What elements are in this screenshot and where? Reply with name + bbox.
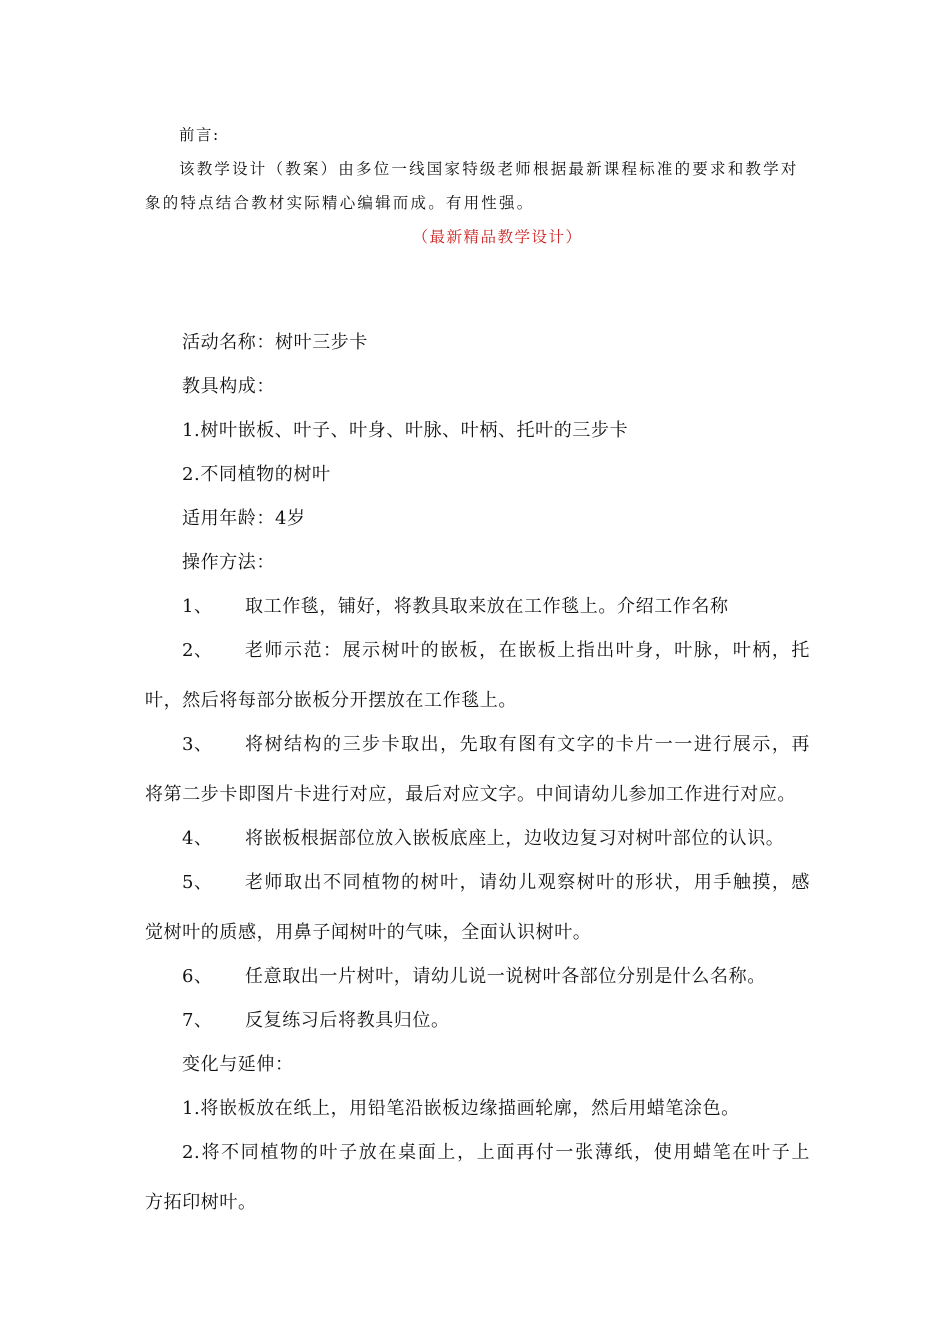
method-heading: 操作方法： — [182, 552, 275, 573]
step-text: 将嵌板根据部位放入嵌板底座上，边收边复习对树叶部位的认识。 — [245, 828, 785, 849]
step-item — [145, 861, 810, 911]
step-text: 将树结构的三步卡取出，先取有图有文字的卡片一一进行展示，再 — [245, 734, 810, 755]
step-text: 任意取出一片树叶，请幼儿说一说树叶各部位分别是什么名称。 — [245, 966, 766, 987]
step-number: 4、 — [182, 828, 213, 849]
step-number: 3、 — [182, 734, 213, 755]
step-text: 老师示范：展示树叶的嵌板，在嵌板上指出叶身，叶脉，叶柄，托 — [245, 640, 810, 661]
step-item — [145, 585, 810, 629]
step-text: 取工作毯，铺好，将教具取来放在工作毯上。介绍工作名称 — [245, 596, 729, 617]
preface-highlight: （最新精品教学设计） — [412, 228, 583, 246]
age-line: 适用年龄：4岁 — [182, 508, 306, 529]
step-number: 5、 — [182, 872, 213, 893]
materials-heading: 教具构成： — [182, 376, 275, 397]
preface-block — [145, 118, 810, 254]
preface-body: 该教学设计（教案）由多位一线国家特级老师根据最新课程标准的要求和教学对象的特点结合教材实际精心编辑而成。有用性强。 — [145, 160, 799, 212]
step-item — [145, 999, 810, 1043]
extension-heading: 变化与延伸： — [182, 1054, 294, 1075]
step-number: 6、 — [182, 966, 213, 987]
activity-name: 活动名称：树叶三步卡 — [182, 332, 368, 353]
material-item: 2.不同植物的树叶 — [182, 464, 331, 485]
step-text-continued: 觉树叶的质感，用鼻子闻树叶的气味，全面认识树叶。 — [145, 922, 592, 943]
step-text-continued: 将第二步卡即图片卡进行对应，最后对应文字。中间请幼儿参加工作进行对应。 — [145, 784, 796, 805]
extension-item-continued: 方拓印树叶。 — [145, 1192, 257, 1213]
step-item — [145, 955, 810, 999]
step-item — [145, 629, 810, 679]
step-text: 反复练习后将教具归位。 — [245, 1010, 450, 1031]
step-text: 老师取出不同植物的树叶，请幼儿观察树叶的形状，用手触摸，感 — [245, 872, 810, 893]
extension-item: 2.将不同植物的叶子放在桌面上，上面再付一张薄纸，使用蜡笔在叶子上 — [182, 1142, 810, 1163]
step-item — [145, 817, 810, 861]
lesson-content — [145, 321, 810, 1225]
material-item: 1.树叶嵌板、叶子、叶身、叶脉、叶柄、托叶的三步卡 — [182, 420, 629, 441]
step-number: 7、 — [182, 1010, 213, 1031]
extension-item: 1.将嵌板放在纸上，用铅笔沿嵌板边缘描画轮廓，然后用蜡笔涂色。 — [182, 1098, 740, 1119]
step-number: 2、 — [182, 640, 213, 661]
step-text-continued: 叶，然后将每部分嵌板分开摆放在工作毯上。 — [145, 690, 517, 711]
step-item — [145, 723, 810, 773]
step-number: 1、 — [182, 596, 213, 617]
preface-title: 前言: — [179, 126, 220, 144]
